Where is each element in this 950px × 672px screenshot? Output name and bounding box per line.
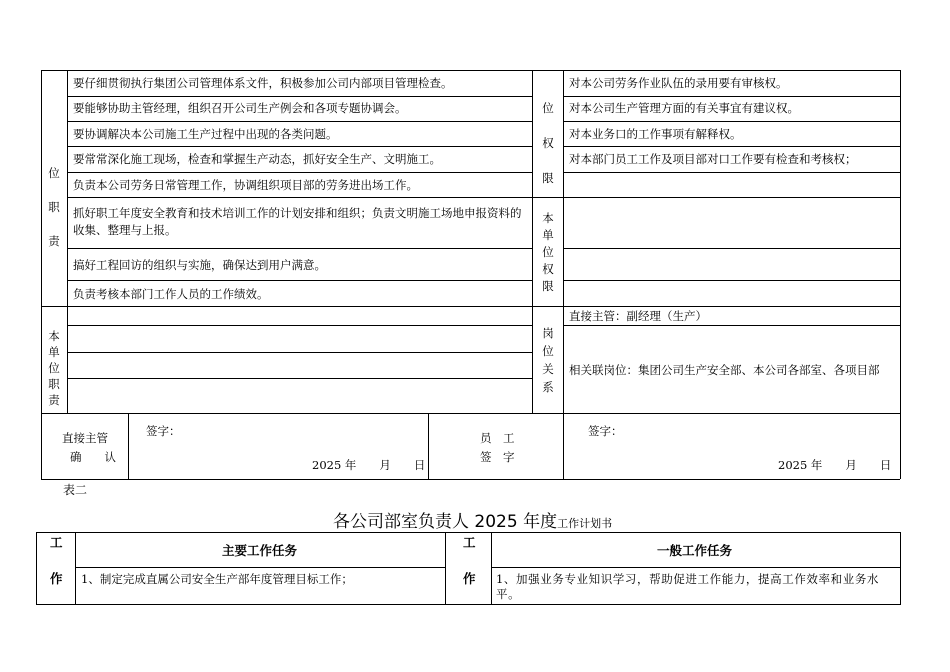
- duty-item: 要常常深化施工现场，检查和掌握生产动态，抓好安全生产、文明施工。: [73, 152, 441, 166]
- plan-col-label: 工: [463, 535, 476, 550]
- confirm-label: 确 认: [70, 450, 116, 464]
- label-char: 责: [48, 393, 60, 407]
- plan-col-label: 作: [463, 571, 476, 586]
- table-caption: 表二: [63, 483, 88, 497]
- label-char: 责: [48, 234, 60, 248]
- confirm-label: 直接主管: [62, 431, 108, 445]
- label-char: 本: [542, 211, 554, 225]
- label-char: 本: [48, 329, 60, 343]
- main-task-item: 1、制定完成直属公司安全生产部年度管理目标工作；: [81, 572, 353, 586]
- duty-item: 要仔细贯彻执行集团公司管理体系文件，积极参加公司内部项目管理检查。: [73, 76, 453, 90]
- direct-supervisor-text: 直接主管：副经理（生产）: [569, 309, 707, 323]
- sign-label: 签字：: [588, 424, 623, 438]
- label-char: 岗: [542, 326, 554, 340]
- plan-col-label: 工: [50, 535, 63, 550]
- label-char: 权: [542, 262, 554, 276]
- label-char: 单: [542, 228, 554, 242]
- employee-label: 签 字: [480, 450, 515, 464]
- plan-title: [333, 507, 612, 532]
- duty-item: 负责考核本部门工作人员的工作绩效。: [73, 287, 269, 301]
- authority-item: 对本公司生产管理方面的有关事宜有建议权。: [569, 101, 799, 115]
- label-char: 位: [48, 166, 60, 180]
- authority-item: 对本公司劳务作业队伍的录用要有审核权。: [569, 76, 788, 90]
- duty-item: 抓好职工年度安全教育和技术培训工作的计划安排和组织；负责文明施工场地申报资料的收集、整理与上报。: [73, 206, 522, 237]
- label-char: 位: [48, 361, 60, 375]
- label-char: 单: [48, 345, 60, 359]
- label-char: 位: [542, 245, 554, 259]
- sign-label: 签字：: [146, 424, 181, 438]
- label-char: 职: [48, 377, 60, 391]
- plan-title-main: 各公司部室负责人 2025 年度: [333, 512, 558, 532]
- duty-item: 要协调解决本公司施工生产过程中出现的各类问题。: [73, 127, 338, 141]
- duty-item: 搞好工程回访的组织与实施，确保达到用户满意。: [73, 258, 326, 272]
- label-char: 职: [48, 200, 60, 214]
- label-char: 限: [542, 171, 554, 185]
- label-char: 关: [542, 362, 554, 376]
- duty-item: 负责本公司劳务日常管理工作，协调组织项目部的劳务进出场工作。: [73, 178, 418, 192]
- label-char: 位: [542, 344, 554, 358]
- authority-item: 对本部门员工工作及项目部对口工作要有检查和考核权；: [569, 152, 857, 166]
- date-text: 2025 年 月 日: [778, 458, 892, 472]
- authority-item: 对本业务口的工作事项有解释权。: [569, 127, 742, 141]
- date-text: 2025 年 月 日: [312, 458, 426, 472]
- plan-col-label: 作: [50, 571, 63, 586]
- label-char: 限: [542, 279, 554, 293]
- main-task-header: 主要工作任务: [222, 543, 298, 558]
- related-posts-text: 相关联岗位：集团公司生产安全部、本公司各部室、各项目部: [569, 363, 880, 377]
- plan-title-suffix: 工作计划书: [557, 517, 613, 530]
- general-task-item: 1、加强业务专业知识学习，帮助促进工作能力，提高工作效率和业务水平。: [496, 572, 880, 601]
- label-char: 系: [542, 380, 554, 394]
- label-char: 权: [542, 136, 554, 150]
- employee-label: 员 工: [480, 431, 515, 445]
- duty-item: 要能够协助主管经理，组织召开公司生产例会和各项专题协调会。: [73, 101, 407, 115]
- label-char: 位: [542, 101, 554, 115]
- general-task-header: 一般工作任务: [657, 543, 733, 558]
